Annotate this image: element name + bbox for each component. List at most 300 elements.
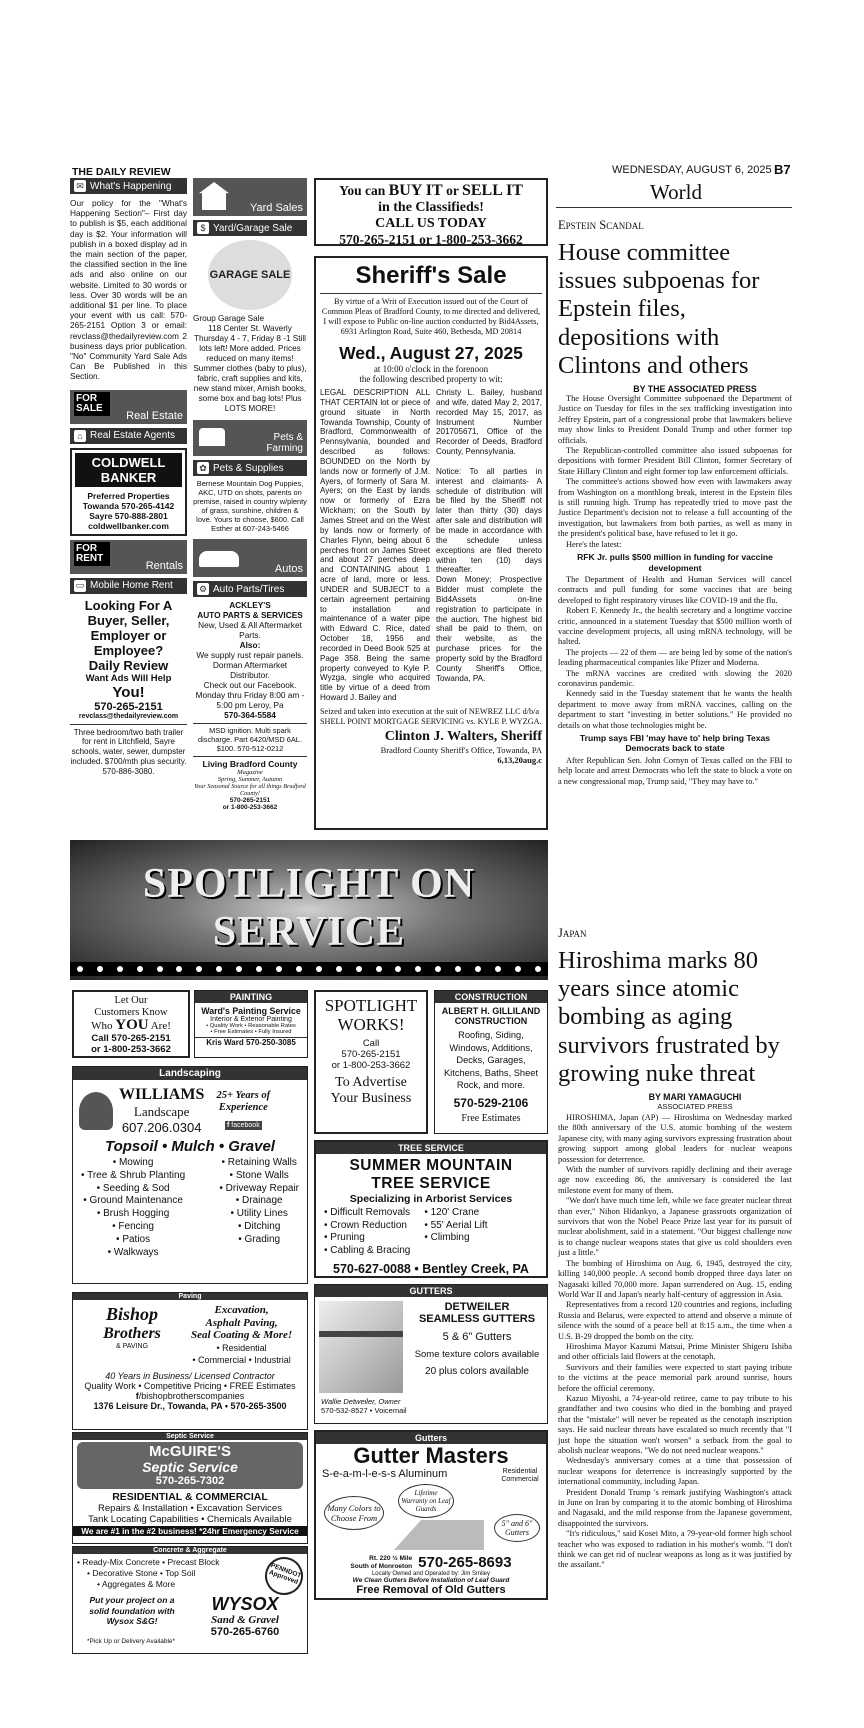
let-our-you: YOU xyxy=(115,1017,149,1033)
gutter-masters-op: Locally Owned and Operated by: Jim Smiley xyxy=(371,1571,491,1577)
for-rent-header xyxy=(70,540,187,574)
let-our-customers-ad xyxy=(72,990,190,1058)
sheriff-intro: By virtue of a Writ of Execution issued out of the Court of Common Pleas of Bradford County, to me directed and delivered, I will expose to Public on-line auction conducted by Bid4Assets, 6931 Arlington Road, Suite 460, Bethesda, MD 20814 xyxy=(321,297,541,336)
williams-logo-row xyxy=(73,1080,307,1135)
masthead-date: WEDNESDAY, AUGUST 6, 2025 xyxy=(612,164,772,176)
megaphone-icon: ✉ xyxy=(74,180,86,192)
real-estate-label: Real Estate xyxy=(126,409,183,422)
coldwell-phone-sayre: Sayre 570-888-2801 xyxy=(89,510,168,521)
buy-sell-or: or xyxy=(442,183,462,198)
epstein-p3: The committee's actions showed how even with lawmakers away from Washington on a monthlong break, interest in the Epstein files is still running high. Trump has repeatedly tried to move past the Justice Department's decision not to release a full accounting of the investigation, but lawmakers from both parties, as well as many in the president's political base, have refused to let it go. xyxy=(558,477,792,539)
gutter-photo-rail xyxy=(319,1331,403,1337)
concrete-promo xyxy=(77,1595,187,1638)
painting-features2: • Free Estimates • Fully Insured xyxy=(210,1029,292,1035)
painting-contact: Kris Ward 570-250-3085 xyxy=(195,1037,307,1047)
williams-name: WILLIAMS xyxy=(119,1086,205,1103)
williams-name2: Landscape xyxy=(133,1104,190,1119)
gutter-masters-bubble2: Lifetime Warranty on Leaf Guards xyxy=(398,1484,454,1518)
construction-ad xyxy=(434,990,548,1134)
paving-header: Paving xyxy=(73,1293,307,1300)
detweiler-l2: 20 plus colors available xyxy=(425,1366,529,1377)
tree-service-item: • Climbing xyxy=(424,1232,487,1245)
hiroshima-p11: "It's ridiculous," said Kosei Mito, a 79-year-old former high school teacher who was exposed to radiation in his mother's womb. "I don't think we can get rid of nuclear weapons as long as it was justified by the assailant." xyxy=(558,1529,792,1570)
williams-services-left xyxy=(81,1157,185,1259)
sheriff-seized: Seized and taken into execution at the suit of NEWREZ LLC d/b/a SHELL POINT MORTGAGE SERVICING vs. KYLE P. WYZGA. xyxy=(320,707,542,726)
paving-h3: Seal Coating & More! xyxy=(191,1329,293,1341)
mcguires-logo xyxy=(77,1442,303,1489)
wysox-foot: *Pick Up or Delivery Available* xyxy=(87,1638,176,1645)
tree-contact: 570-627-0088 • Bentley Creek, PA xyxy=(333,1262,529,1276)
looking-line3: Employer or xyxy=(90,627,167,643)
hiroshima-headline: Hiroshima marks 80 years since atomic bombing as aging survivors frustrated by growing nuke threat xyxy=(558,947,780,1087)
spot-works-l7: Your Business xyxy=(330,1091,412,1106)
epstein-p6: Robert F. Kennedy Jr., the health secretary and a longtime vaccine critic, announced in a statement Tuesday that $500 million worth of vaccine development projects, all using mRNA technology, will be halted. xyxy=(558,606,792,647)
landscaping-service-item: • Ditching xyxy=(219,1221,299,1234)
wysox-brand: WYSOX xyxy=(211,1594,279,1614)
hiroshima-byline: BY MARI YAMAGUCHI xyxy=(648,1092,742,1103)
landscaping-service-item: • Ground Maintenance xyxy=(81,1195,185,1208)
landscaping-header: Landscaping xyxy=(73,1067,307,1080)
paving-h2: Asphalt Paving, xyxy=(205,1316,278,1329)
hiroshima-p1: HIROSHIMA, Japan (AP) — Hiroshima on Wednesday marked the 80th anniversary of the U.S. atomic bombing of the western Japanese city, with many aging survivors expressing frustration about growing support among global leaders for nuclear weapons possession for deterrence. xyxy=(558,1113,792,1164)
facebook-icon: f xyxy=(227,1121,232,1129)
detweiler-body xyxy=(315,1297,547,1397)
for-sale-header xyxy=(70,390,187,424)
section-rule xyxy=(556,207,792,208)
hiroshima-p6: Hiroshima Mayor Kazumi Matsui, Prime Minister Shigeru Ishiba and other officials laid flowers at the cenotaph. xyxy=(558,1341,792,1362)
epstein-byline: BY THE ASSOCIATED PRESS xyxy=(633,384,757,395)
autos-header xyxy=(193,539,307,577)
garage-sale-title: Group Garage Sale xyxy=(193,314,265,323)
epstein-p2: The Republican-controlled committee also issued subpoenas for depositions with former President Bill Clinton, former Secretary of State Hillary Clinton and eight former top law enforcement officials. xyxy=(558,446,792,476)
garage-sale-art xyxy=(208,240,292,310)
let-our-l1: Let Our xyxy=(114,995,148,1006)
hiroshima-article xyxy=(558,926,792,1571)
looking-email[interactable]: revclass@thedailyreview.com xyxy=(78,712,179,720)
sheriff-rule xyxy=(320,293,542,294)
looking-line5: Daily Review xyxy=(88,657,169,673)
gutter-masters-addr2: South of Monroeton xyxy=(350,1562,413,1570)
facebook-icon-paving: f xyxy=(135,1390,139,1401)
construction-name1: ALBERT H. GILLILAND xyxy=(441,1006,541,1016)
sheriff-time: at 10:00 o'clock in the forenoon xyxy=(373,364,489,374)
concrete-b2: • Decorative Stone • Top Soil xyxy=(87,1568,196,1578)
detweiler-l1: Some texture colors available xyxy=(414,1349,540,1360)
detweiler-name2: SEAMLESS GUTTERS xyxy=(418,1313,536,1325)
spot-works-l1: SPOTLIGHT xyxy=(324,996,418,1015)
construction-name2: CONSTRUCTION xyxy=(454,1016,528,1026)
landscaping-service-item: • Grading xyxy=(219,1234,299,1247)
yard-garage-banner xyxy=(193,220,307,236)
penndot-badge: PENNDOT Approved xyxy=(260,1552,309,1601)
paving-fb-label: /bishopbrotherscompanies xyxy=(138,1390,245,1401)
buy-sell-line3: CALL US TODAY xyxy=(375,216,487,231)
ackleys-also: Also: xyxy=(239,640,261,650)
living-sub3: Your Seasonal Source for all things Bradford County! xyxy=(194,783,306,797)
classified-col-1 xyxy=(70,178,187,777)
williams-years: 25+ Years of Experience xyxy=(216,1089,271,1113)
epstein-p10: After Republican Sen. John Cornyn of Texas called on the FBI to help locate and arrest Democrats who left the state to block a vote on a new congressional map, Trump said, "They may have to." xyxy=(558,755,792,786)
sheriff-date: Wed., August 27, 2025 xyxy=(339,343,523,363)
sheriff-name: Clinton J. Walters, Sheriff xyxy=(384,729,542,744)
house-icon: ⌂ xyxy=(74,430,86,442)
concrete-bottom xyxy=(73,1595,307,1638)
sheriff-office: Bradford County Sheriff's Office, Towanda, PA xyxy=(380,745,542,755)
gutter-masters-bubble1: Many Colors to Choose From xyxy=(324,1496,384,1530)
williams-phone: 607.206.0304 xyxy=(121,1120,202,1135)
hiroshima-body xyxy=(558,1113,792,1571)
detweiler-name1: DETWEILER xyxy=(444,1301,510,1313)
landscaping-service-item: • Stone Walls xyxy=(219,1170,299,1183)
williams-tagline: Topsoil • Mulch • Gravel xyxy=(105,1138,275,1155)
coldwell-office: Preferred Properties xyxy=(87,490,170,501)
gutter-masters-subrow xyxy=(316,1468,546,1484)
msd-ad: MSD ignition. Multi spark discharge. Part 6420/MSD 6AL. $100. 570-512-0212 xyxy=(193,723,307,753)
section-name: World xyxy=(650,180,702,204)
concrete-header: Concrete & Aggregate xyxy=(73,1547,307,1554)
paving-address: 1376 Leisure Dr., Towanda, PA • 570-265-3500 xyxy=(93,1400,287,1411)
williams-services xyxy=(73,1155,307,1261)
tag-icon: $ xyxy=(197,222,209,234)
looking-line2: Buyer, Seller, xyxy=(87,612,170,628)
tree-service-item: • Cabling & Bracing xyxy=(324,1245,410,1258)
paving-s2: • Commercial • Industrial xyxy=(192,1355,291,1365)
facebook-label: facebook xyxy=(231,1121,260,1129)
living-phone2: or 1-800-253-3662 xyxy=(222,804,278,811)
coldwell-website[interactable]: coldwellbanker.com xyxy=(88,520,169,531)
facebook-badge[interactable] xyxy=(225,1121,262,1130)
concrete-b1: • Ready-Mix Concrete • Precast Block xyxy=(77,1557,220,1567)
buy-sell-line2: in the Classifieds! xyxy=(378,200,484,215)
sell-it-text: SELL IT xyxy=(461,182,523,199)
auto-parts-banner xyxy=(193,581,307,597)
hiroshima-p8: Kazuo Miyoshi, a 74-year-old retiree, came to pay tribute to his grandfather and two cousins who died in the bombing and prayed that the "mistake" will never be repeated as the cenotaph inscription says. He said nuclear threats have escalated so much recently that "I just hope the situation won't worsen" a setback from the goal to abolish nuclear weapons. "We do not need nuclear weapons." xyxy=(558,1393,792,1456)
ackleys-line1: New, Used & All Aftermarket Parts. xyxy=(198,620,302,640)
painting-name: Ward's Painting Service xyxy=(201,1006,301,1016)
gutter-masters-clean: We Clean Gutters Before Installation of Leaf Guard xyxy=(352,1577,510,1584)
williams-services-right xyxy=(219,1157,299,1259)
wysox-phone: 570-265-6760 xyxy=(210,1626,280,1638)
hiroshima-byline2: ASSOCIATED PRESS xyxy=(657,1102,733,1112)
whats-happening-label: What's Happening xyxy=(90,180,172,192)
house-roof-icon xyxy=(394,1520,484,1550)
mcguires-name1: McGUIRE'S xyxy=(149,1443,231,1460)
looking-for-ad xyxy=(70,598,187,720)
tree-services-right xyxy=(424,1207,487,1257)
spot-works-phone1: 570-265-2151 xyxy=(341,1049,401,1060)
painting-features1: • Quality Work • Reasonable Rates xyxy=(206,1023,296,1029)
tree-header: TREE SERVICE xyxy=(316,1142,546,1154)
hiroshima-p5: Representatives from a record 120 countries and regions, including Russia and Belarus, were expected to attend and observe a minute of silence with the sound of a peace bell at 8:15 a.m., the time when a U.S. B-29 dropped the bomb on the city. xyxy=(558,1300,792,1341)
pets-farming-label: Pets & Farming xyxy=(266,432,303,454)
epstein-p7: The projects — 22 of them — are being led by some of the nation's leading pharmaceutical companies like Pfizer and Moderna. xyxy=(558,647,792,668)
landscaping-service-item: • Utility Lines xyxy=(219,1208,299,1221)
pets-header xyxy=(193,420,307,456)
looking-line6: Want Ads Will Help xyxy=(85,672,172,684)
masthead-left: THE DAILY REVIEW xyxy=(72,166,171,178)
hiroshima-p4: The bombing of Hiroshima on Aug. 6, 1945, destroyed the city, killing 140,000 people. A second bomb dropped three days later on Nagasaki killed 70,000 more. Japan surrendered on Aug. 15, ending World War II and Japan's nearly half-century of aggression in Asia. xyxy=(558,1258,792,1299)
ackleys-title: ACKLEY'S xyxy=(229,600,271,610)
concrete-b3: • Aggregates & More xyxy=(97,1579,176,1589)
spotlight-banner xyxy=(70,840,548,980)
landscaping-service-item: • Seeding & Sod xyxy=(81,1183,185,1196)
tree-sub: Specializing in Arborist Services xyxy=(349,1193,513,1205)
landscaping-service-item: • Patios xyxy=(81,1234,185,1247)
gutter-photo xyxy=(319,1301,403,1393)
spotlight-works-ad xyxy=(314,990,428,1134)
landscaping-service-item: • Walkways xyxy=(81,1247,185,1260)
autos-label: Autos xyxy=(274,563,303,575)
yard-garage-label: Yard/Garage Sale xyxy=(213,222,293,234)
painting-ad xyxy=(194,990,308,1058)
detweiler-gutters-ad xyxy=(314,1284,548,1424)
buy-sell-ad xyxy=(314,178,548,246)
spot-works-l6: To Advertise xyxy=(335,1075,407,1090)
pets-supplies-banner xyxy=(193,460,307,476)
tree-service-ad xyxy=(314,1140,548,1278)
coldwell-banker-ad xyxy=(70,448,187,536)
let-our-l3a: Who xyxy=(91,1020,116,1032)
epstein-p8: The mRNA vaccines are credited with slowing the 2020 coronavirus pandemic. xyxy=(558,668,792,688)
paving-s1: • Residential xyxy=(216,1342,267,1353)
concrete-p2: solid foundation with xyxy=(89,1605,175,1616)
spotlight-title: SPOTLIGHT ON SERVICE xyxy=(142,861,476,955)
buy-sell-line1 xyxy=(316,182,546,200)
gutter-masters-foot: Free Removal of Old Gutters xyxy=(356,1584,506,1596)
gutter-masters-header: Gutters xyxy=(316,1432,546,1444)
sheriff-deed: Christy L. Bailey, husband and wife, dated May 2, 2017, recorded May 15, 2017, as Instrument Number 201705671, Office of the Recorder of Deeds, Bradford County, Pennsylvania. xyxy=(435,388,542,457)
gutter-masters-art xyxy=(316,1484,546,1554)
for-sale-sign: FOR SALE xyxy=(74,392,110,416)
ackleys-phone: 570-364-5584 xyxy=(224,710,276,720)
landscaping-service-item: • Tree & Shrub Planting xyxy=(81,1170,185,1183)
let-our-phone2: or 1-800-253-3662 xyxy=(91,1044,171,1055)
paw-icon: ✿ xyxy=(197,462,209,474)
ackleys-line2: We supply rust repair panels. Dorman Aftermarket Distributor. xyxy=(196,650,304,680)
wysox-brand2: Sand & Gravel xyxy=(211,1614,279,1626)
for-rent-sign: FOR RENT xyxy=(74,542,110,566)
landscaping-service-item: • Retaining Walls xyxy=(219,1157,299,1170)
ackleys-ad xyxy=(193,600,307,720)
ackleys-sub: AUTO PARTS & SERVICES xyxy=(197,610,303,620)
hiroshima-p2: With the number of survivors rapidly declining and their average age now exceeding 86, the anniversary is considered the last milestone event for many of them. xyxy=(558,1165,792,1195)
coldwell-phone-towanda: Towanda 570-265-4142 xyxy=(82,500,175,511)
epstein-p4: Here's the latest: xyxy=(566,539,622,549)
tractor-icon xyxy=(199,428,225,446)
epstein-p5: The Department of Health and Human Services will cancel contracts and pull funding for some vaccines that are being developed to fight respiratory viruses like COVID-19 and the flu. xyxy=(558,574,792,605)
tree-service-item: • Pruning xyxy=(324,1232,410,1245)
puppies-ad: Bernese Mountain Dog Puppies, AKC, UTD on shots, parents on premise, raised in country w/plenty of grass, sunshine, children & love. Yours to choose, $600. Call Esther at 607-243-5466 xyxy=(193,479,307,533)
epstein-headline: House committee issues subpoenas for Epstein files, depositions with Clintons and others xyxy=(558,239,760,379)
looking-line4: Employee? xyxy=(93,642,164,658)
spot-works-l3: Call xyxy=(362,1038,380,1049)
sheriff-desc: the following described property to wit: xyxy=(359,374,503,384)
epstein-article xyxy=(558,218,792,787)
sheriff-col2 xyxy=(436,388,542,703)
sheriff-run-dates: 6,13,20aug.c xyxy=(497,755,542,765)
mobile-home-label: Mobile Home Rent xyxy=(90,580,173,592)
living-bradford-ad xyxy=(193,756,307,811)
paving-fb[interactable] xyxy=(73,1391,307,1401)
coldwell-logo-line2: BANKER xyxy=(100,469,157,485)
tree-service-item: • 55' Aerial Lift xyxy=(424,1220,487,1233)
hiroshima-p3: "We don't have much time left, while we face greater nuclear threat than ever," Nihon Hidankyo, a Japanese grassroots organization of survivors that won the Nobel Peace Prize last year for its pursuit of nuclear abolishment, said in a statement. "Our biggest challenge now is to change nuclear weapons states that give us cold shoulders even just a little." xyxy=(558,1196,792,1258)
mcguires-bar: We are #1 in the #2 business! *24hr Emergency Service xyxy=(73,1526,307,1536)
epstein-p1: The House Oversight Committee subpoenaed the Department of Justice on Tuesday for files in the sex trafficking investigation into Jeffrey Epstein, part of a congressional probe that lawmakers believe may show links to President Donald Trump and other former top officials. xyxy=(558,394,792,445)
living-sub2: Spring, Summer, Autumn xyxy=(217,776,283,783)
wrench-icon: ⚙ xyxy=(198,583,208,594)
gutter-masters-phone: 570-265-8693 xyxy=(418,1554,512,1571)
wysox-logo xyxy=(187,1595,303,1638)
yard-sales-header xyxy=(193,178,307,216)
gutter-masters-ad xyxy=(314,1430,548,1600)
pets-supplies-label: Pets & Supplies xyxy=(213,462,284,474)
film-strip xyxy=(70,962,548,976)
gutter-masters-sub: S-e-a-m-l-e-s-s Aluminum xyxy=(322,1468,448,1480)
let-our-l2: Customers Know xyxy=(94,1007,168,1018)
hiroshima-p10: President Donald Trump 's remark justifying Washington's attack in June on Iran by comparing it to the atomic bombing of Hiroshima and Nagasaki, and the mild response from the Japanese government, disappointed the survivors. xyxy=(558,1487,792,1528)
gutter-masters-tag: Residential Commercial xyxy=(501,1468,539,1483)
detweiler-text xyxy=(407,1297,547,1397)
concrete-top xyxy=(73,1554,307,1595)
real-estate-agents-banner xyxy=(70,428,187,444)
mcguires-septic-ad xyxy=(72,1432,308,1544)
hiroshima-p9: Wednesday's anniversary comes at a time that possession of nuclear weapons for deterrence is increasingly supported by the international community, including Japan. xyxy=(558,1456,792,1487)
paving-years: 40 Years in Business/ Licensed Contractor xyxy=(105,1370,275,1381)
concrete-p3: Wysox S&G! xyxy=(106,1616,158,1626)
car-icon xyxy=(199,551,239,567)
page-number: B7 xyxy=(774,162,791,177)
construction-list: Roofing, Siding, Windows, Additions, Decks, Garages, Kitchens, Baths, Sheet Rock, and more. xyxy=(443,1030,539,1090)
gutter-masters-name: Gutter Masters xyxy=(353,1443,509,1468)
rental-listing: Three bedroom/two bath trailer for rent in Litchfield, Sayre schools, water, sewer, dumpster included. $700/mth plus security. 570-886-3080. xyxy=(70,724,187,777)
tree-services-left xyxy=(324,1207,410,1257)
bishop-logo xyxy=(77,1304,187,1367)
gutter-masters-addr1: Rt. 220 ½ Mile xyxy=(369,1555,413,1562)
hiroshima-kicker: Japan xyxy=(558,926,587,940)
trailer-icon: ▭ xyxy=(75,580,85,591)
mcguires-l1: RESIDENTIAL & COMMERCIAL xyxy=(112,1491,268,1503)
yard-sales-label: Yard Sales xyxy=(250,202,303,214)
detweiler-owner: Wallie Detweiler, Owner xyxy=(321,1397,401,1406)
williams-years-block xyxy=(210,1090,276,1132)
tree-service-item: • Difficult Removals xyxy=(324,1207,410,1220)
wysox-concrete-ad xyxy=(72,1546,308,1654)
buy-sell-phone: 570-265-2151 or 1-800-253-3662 xyxy=(339,232,523,247)
tree-service-item: • 120' Crane xyxy=(424,1207,487,1220)
landscaping-service-item: • Mowing xyxy=(81,1157,185,1170)
tree-services xyxy=(316,1205,546,1259)
mcguires-name2: Septic Service xyxy=(142,1459,238,1475)
landscaping-service-item: • Brush Hogging xyxy=(81,1208,185,1221)
gutters-header: GUTTERS xyxy=(315,1285,547,1297)
tree-name1: SUMMER MOUNTAIN xyxy=(349,1157,513,1174)
let-our-l3 xyxy=(74,1019,188,1033)
sheriff-title: Sheriff's Sale xyxy=(355,262,507,289)
looking-phone: 570-265-2151 xyxy=(94,700,163,713)
sheriff-down-money: Down Money: Prospective Bidder must complete the Bid4Assets on-line registration to participate in the auction. The highest bid shall be paid to them, on their website, as the purchase prices for the property sold by the Bradford County Sheriff's Office, Towanda, PA. xyxy=(435,575,542,683)
painting-sub: Interior & Exterior Painting xyxy=(210,1016,292,1023)
construction-phone: 570-529-2106 xyxy=(453,1095,529,1110)
looking-line1: Looking For A xyxy=(84,597,173,613)
ackleys-line3: Check out our Facebook. Monday thru Friday 8:00 am - 5:00 pm Leroy, Pa xyxy=(195,680,305,710)
landscaping-service-item: • Drainage xyxy=(219,1195,299,1208)
coldwell-logo xyxy=(75,453,182,487)
paving-ad xyxy=(72,1292,308,1430)
sheriff-legal-description: LEGAL DESCRIPTION ALL THAT CERTAIN lot or piece of ground situate in North Towanda Township, County of Bradford, Commonwealth of Pennsylvania, bounded and described as follows: BOUNDED on the North by lands now or formerly of J.M. Ayers, of formerly of Sara M. Ayers; on the East by lands now or formerly of Ezra Wickham; on the South by James Street and on the West by lands now or formerly of Charles Flynn, being about 6 perches front on James Street and about 27 perches deep and CONTAINING about 1 acre of land, more or less. UNDER and SUBJECT to a certain agreement pertaining to installation and maintenance of a water pipe with Edward C. Rice, dated October 18, 1956 and recorded in Deed Book 525 at Page 358. Being the same property conveyed to Kyle P. Wyzga, single who acquired title by virtue of a deed from Howard J. Bailey and xyxy=(320,388,430,703)
landscaping-service-item: • Driveway Repair xyxy=(219,1183,299,1196)
mobile-home-banner xyxy=(70,578,187,594)
paving-features: Quality Work • Competitive Pricing • FREE Estimates xyxy=(84,1380,296,1391)
gutter-masters-contact xyxy=(316,1554,546,1571)
epstein-subhead-fbi: Trump says FBI 'may have to' help bring Texas Democrats back to state xyxy=(579,733,771,754)
rentals-label: Rentals xyxy=(145,559,183,572)
tree-service-item: • Crown Reduction xyxy=(324,1220,410,1233)
detweiler-phone: 570-532-8527 • Voicemail xyxy=(321,1406,407,1415)
septic-header: Septic Service xyxy=(73,1433,307,1440)
whats-happening-policy: Our policy for the "What's Happening Section"– First day to publish is $5, each additional day is $2. Your information will publish in a boxed display ad in the main section of the paper, the classified section in the line ads and also online on our website. Limited to 30 words or less. Over 30 words will be an additional $1 per line. To place your event with us call: 570-265-2151 Option 3 or email: revclass@thedailyreview.com 2 business days prior publication. "No" Community Yard Sale Ads Can Be Published in this Section. xyxy=(70,198,187,382)
paving-top xyxy=(73,1300,307,1371)
looking-line7: You! xyxy=(112,683,145,701)
williams-name-block xyxy=(119,1086,204,1135)
bishop-brand1: Bishop xyxy=(105,1304,159,1324)
painting-header: PAINTING xyxy=(195,991,307,1003)
paving-h1: Excavation, xyxy=(214,1304,269,1316)
mcguires-l3: Tank Locating Capabilities • Chemicals Available xyxy=(88,1514,292,1525)
auto-parts-label: Auto Parts/Tires xyxy=(213,583,285,595)
garage-sale-body: 118 Center St. Waverly Thursday 4 - 7, Friday 8 -1 Still lots left! More added. Prices reduced on many items! Summer clothes (baby to plus), fabric, craft supplies and kits, new stand mixer, Amish books, some box and bag lots! Plus LOTS MORE! xyxy=(193,324,307,413)
garage-sale-ad xyxy=(193,314,307,414)
concrete-bullets xyxy=(77,1557,265,1595)
whats-happening-banner xyxy=(70,178,187,194)
construction-header: CONSTRUCTION xyxy=(435,991,547,1003)
gutter-masters-bubble3: 5" and 6" Gutters xyxy=(494,1514,540,1542)
paving-headline xyxy=(191,1304,292,1367)
epstein-kicker: Epstein Scandal xyxy=(558,218,644,232)
let-our-phone1: Call 570-265-2151 xyxy=(91,1033,171,1044)
landscaping-ad xyxy=(72,1066,308,1284)
sheriff-sale-notice xyxy=(314,256,548,830)
spot-works-l2: WORKS! xyxy=(337,1015,405,1034)
detweiler-sizes: 5 & 6" Gutters xyxy=(442,1331,512,1343)
bishop-brand3: & PAVING xyxy=(115,1343,149,1350)
construction-foot: Free Estimates xyxy=(461,1112,521,1124)
real-estate-agents-label: Real Estate Agents xyxy=(90,430,176,442)
living-title: Living Bradford County xyxy=(202,759,298,769)
spot-works-phone2: or 1-800-253-3662 xyxy=(331,1060,411,1071)
epstein-p9: Kennedy said in the Tuesday statement that he wants the health department to move away from mRNA vaccines, calling on the department to start "investing in better solutions." He provided no details on what those technologies might be. xyxy=(558,689,792,730)
epstein-subhead-rfk: RFK Jr. pulls $500 million in funding for vaccine development xyxy=(577,552,773,573)
mcguires-l2: Repairs & Installation • Excavation Services xyxy=(98,1503,282,1514)
hiroshima-p7: Survivors and their families were expected to start paying tribute to the victims at the peace memorial park around sunrise, hours before the official ceremony. xyxy=(558,1362,792,1393)
epstein-body xyxy=(558,394,792,787)
coldwell-logo-line1: COLDWELL xyxy=(91,454,166,470)
bishop-brand2: Brothers xyxy=(103,1325,161,1342)
buy-sell-line1a: You can xyxy=(339,183,389,198)
sheriff-columns xyxy=(320,388,542,703)
mcguires-phone: 570-265-7302 xyxy=(155,1475,225,1487)
landscaping-service-item: • Fencing xyxy=(81,1221,185,1234)
concrete-p1: Put your project on a xyxy=(89,1595,175,1605)
garage-sale-art-text: GARAGE SALE xyxy=(209,269,291,281)
living-sub1: Magazine xyxy=(237,769,263,776)
let-our-l3b: Are! xyxy=(148,1020,171,1032)
classified-col-2 xyxy=(193,178,307,811)
living-phone1: 570-265-2151 xyxy=(229,797,271,804)
buy-it-text: BUY IT xyxy=(388,182,443,199)
tree-name2: TREE SERVICE xyxy=(371,1175,491,1192)
sheriff-notice: Notice: To all parties in interest and claimants- A schedule of distribution will be filed by the Sheriff not later than thirty (30) days after sale and distribution will be made in accordance with the schedule unless exceptions are filed thereto within ten (10) days thereafter. xyxy=(435,466,542,575)
